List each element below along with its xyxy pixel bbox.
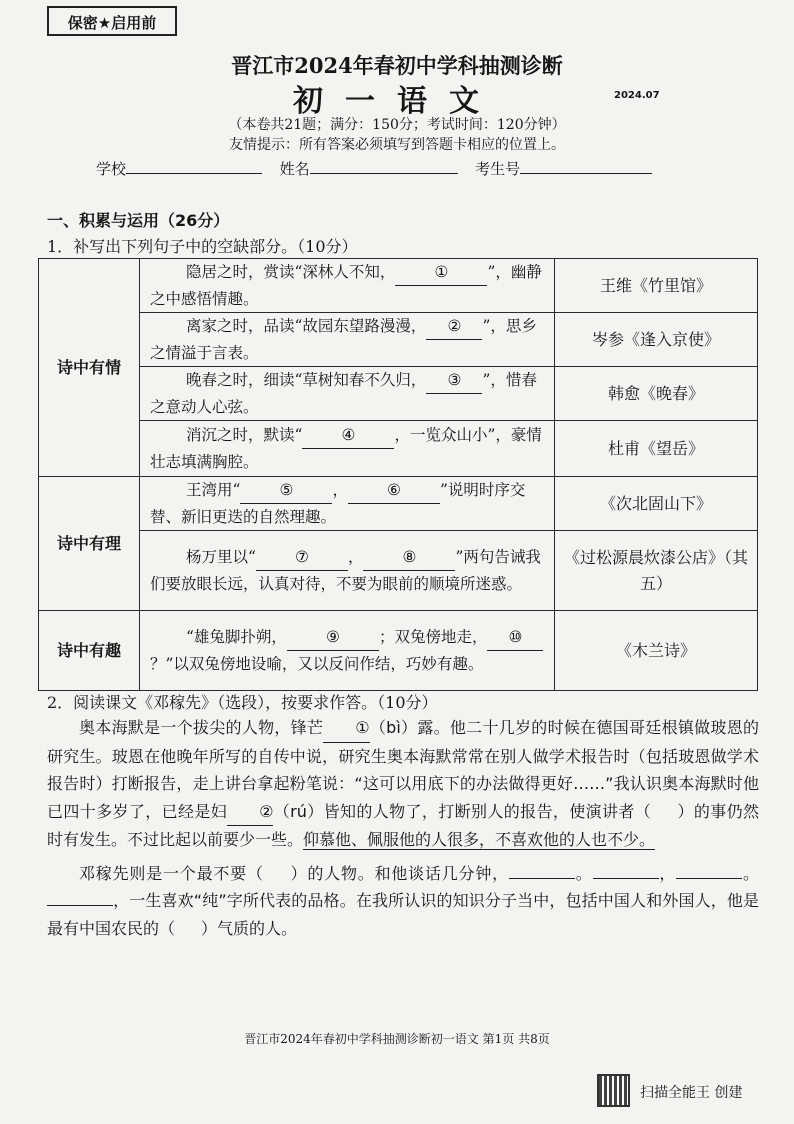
id-field[interactable] — [520, 159, 652, 174]
passage-paragraph-2: 邓稼先则是一个最不要（ ）的人物。和他谈话几分钟， 。 ， 。，一生喜欢“纯”字所代表的品格。在我所认识的知识分子当中，包括中国人和外国人，他是最有中国农民的（ ）气质的人。 — [47, 863, 759, 938]
author-cell: 杜甫《望岳》 — [555, 421, 758, 477]
school-field[interactable] — [126, 159, 262, 174]
answer-blank[interactable]: ⑤ — [240, 477, 332, 504]
category-cell: 诗中有情 — [39, 259, 140, 477]
exam-title: 晋江市2024年春初中学科抽测诊断 — [231, 53, 563, 78]
poem-cell: 晚春之时，细读“草树知春不久归， ③ ”，惜春之意动人心弦。 — [140, 367, 555, 421]
author-cell: 《过松源晨炊漆公店》（其五） — [555, 531, 758, 611]
subject-title: 初一语文 — [293, 84, 501, 119]
poem-cell: 隐居之时，赏读“深林人不知， ① ”，幽静之中感悟情趣。 — [140, 259, 555, 313]
id-label: 考生号 — [475, 160, 521, 178]
author-cell: 《木兰诗》 — [555, 611, 758, 691]
table-row — [39, 531, 758, 611]
category-cell: 诗中有趣 — [39, 611, 140, 691]
answer-blank[interactable]: ⑨ — [287, 624, 379, 651]
section-1-title: 一、积累与运用（26分） — [47, 211, 230, 230]
answer-blank[interactable]: ② — [227, 798, 273, 827]
table-row — [39, 421, 758, 477]
passage-paragraph-1: 奥本海默是一个拔尖的人物，锋芒 ①（bì）露。他二十几岁的时候在德国哥廷根镇做玻恩的研究生。玻恩在他晚年所写的自传中说，研究生奥本海默常常在别人做学术报告时（包括玻恩做学术报告时）打断报告，走上讲台拿起粉笔说：“这可以用底下的办法做得更好……”我认识奥本海默时他已四十多岁了，已经是妇 ②（rú）皆知的人物了，打断别人的报告，使演讲者（ ）的事仍然时有发生。不过比起以前要少一些。仰慕他、佩服他的人很多，不喜欢他的人也不少。 — [47, 714, 759, 854]
author-cell: 王维《竹里馆》 — [555, 259, 758, 313]
answer-blank[interactable]: ② — [426, 313, 482, 340]
answer-blank[interactable]: ⑩ — [487, 624, 543, 651]
poem-cell: 杨万里以“ ⑦ ， ⑧ ”两句告诫我们要放眼长远，认真对待，不要为眼前的顺境所迷惑。 — [140, 531, 555, 611]
poem-cell: “雄兔脚扑朔， ⑨ ；双兔傍地走， ⑩？”以双兔傍地设喻，又以反问作结，巧妙有趣。 — [140, 611, 555, 691]
table-row — [39, 611, 758, 691]
passage — [47, 714, 759, 942]
answer-blank[interactable]: ① — [323, 714, 369, 743]
question-2: 2．阅读课文《邓稼先》（选段），按要求作答。（10分） — [47, 693, 438, 712]
answer-blank[interactable]: ④ — [302, 422, 394, 449]
exam-info: （本卷共21题；满分：150分；考试时间：120分钟） — [228, 117, 566, 133]
school-label: 学校 — [96, 160, 127, 178]
answer-blank[interactable] — [47, 905, 113, 906]
table-row — [39, 477, 758, 531]
table-row — [39, 313, 758, 367]
author-cell: 韩愈《晚春》 — [555, 367, 758, 421]
answer-blank[interactable]: ⑧ — [363, 544, 455, 571]
table-row — [39, 259, 758, 313]
author-cell: 岑参《逢入京使》 — [555, 313, 758, 367]
confidential-stamp: 保密★启用前 — [47, 6, 177, 36]
question-1: 1．补写出下列句子中的空缺部分。（10分） — [47, 237, 358, 256]
answer-blank[interactable] — [593, 878, 659, 879]
category-cell: 诗中有理 — [39, 477, 140, 611]
name-label: 姓名 — [279, 160, 310, 178]
exam-date: 2024.07 — [614, 90, 660, 101]
answer-blank[interactable]: ⑦ — [256, 544, 348, 571]
name-field[interactable] — [310, 159, 458, 174]
answer-blank[interactable] — [509, 878, 575, 879]
table-row — [39, 367, 758, 421]
exam-hint: 友情提示：所有答案必须填写到答题卡相应的位置上。 — [229, 137, 565, 153]
answer-blank[interactable] — [676, 878, 742, 879]
answer-blank[interactable]: ① — [395, 259, 487, 286]
page-footer: 晋江市2024年春初中学科抽测诊断初一语文 第1页 共8页 — [244, 1032, 550, 1046]
poem-cell: 王湾用“ ⑤ ， ⑥ ”说明时序交替、新旧更迭的自然理趣。 — [140, 477, 555, 531]
underlined-sentence: 仰慕他、佩服他的人很多，不喜欢他的人也不少。 — [303, 830, 656, 849]
poem-cell: 离家之时，品读“故园东望路漫漫， ② ”，思乡之情溢于言表。 — [140, 313, 555, 367]
poem-table — [38, 258, 758, 691]
scanner-watermark: 扫描全能王 创建 — [640, 1085, 743, 1101]
author-cell: 《次北固山下》 — [555, 477, 758, 531]
answer-blank[interactable]: ③ — [426, 367, 482, 394]
qr-code-icon — [597, 1074, 630, 1107]
answer-blank[interactable]: ⑥ — [348, 477, 440, 504]
student-fields — [96, 158, 652, 179]
poem-cell: 消沉之时，默读“ ④ ，一览众山小”，豪情壮志填满胸腔。 — [140, 421, 555, 477]
